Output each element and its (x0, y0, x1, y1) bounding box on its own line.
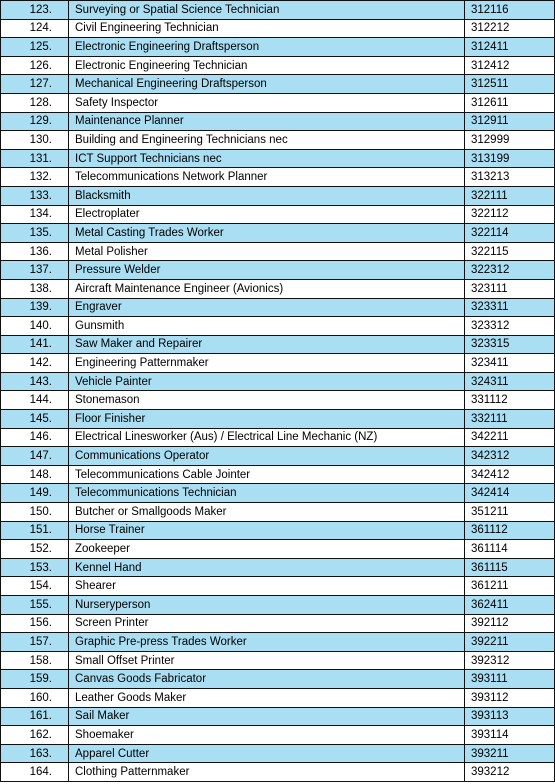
occupation-code: 392312 (465, 651, 555, 670)
occupation-name: Kennel Hand (69, 558, 465, 577)
row-number: 143. (1, 372, 69, 391)
occupation-name: Maintenance Planner (69, 112, 465, 131)
occupation-code: 312411 (465, 38, 555, 57)
table-row (1, 131, 555, 150)
row-number: 148. (1, 465, 69, 484)
row-number: 157. (1, 633, 69, 652)
table-row (1, 93, 555, 112)
occupation-code: 322312 (465, 261, 555, 280)
row-number: 154. (1, 577, 69, 596)
row-number: 141. (1, 335, 69, 354)
table-row (1, 186, 555, 205)
occupation-code: 361115 (465, 558, 555, 577)
table-row (1, 242, 555, 261)
row-number: 161. (1, 707, 69, 726)
table-row (1, 261, 555, 280)
occupation-code: 323311 (465, 298, 555, 317)
occupation-name: Clothing Patternmaker (69, 763, 465, 782)
table-row (1, 56, 555, 75)
occupation-name: Screen Printer (69, 614, 465, 633)
table-row (1, 540, 555, 559)
table-row (1, 503, 555, 522)
table-row (1, 75, 555, 94)
occupation-code: 342412 (465, 465, 555, 484)
table-row (1, 149, 555, 168)
row-number: 149. (1, 484, 69, 503)
row-number: 125. (1, 38, 69, 57)
table-row (1, 19, 555, 38)
row-number: 136. (1, 242, 69, 261)
table-row (1, 614, 555, 633)
table-row (1, 521, 555, 540)
table-row (1, 633, 555, 652)
occupation-name: Small Offset Printer (69, 651, 465, 670)
table-row (1, 372, 555, 391)
table-row (1, 651, 555, 670)
occupation-code: 342414 (465, 484, 555, 503)
occupation-name: ICT Support Technicians nec (69, 149, 465, 168)
row-number: 144. (1, 391, 69, 410)
occupation-name: Telecommunications Cable Jointer (69, 465, 465, 484)
table-row (1, 205, 555, 224)
table-row (1, 484, 555, 503)
occupation-code: 323312 (465, 317, 555, 336)
occupation-name: Saw Maker and Repairer (69, 335, 465, 354)
occupation-code: 312412 (465, 56, 555, 75)
row-number: 146. (1, 428, 69, 447)
occupation-name: Zookeeper (69, 540, 465, 559)
row-number: 129. (1, 112, 69, 131)
occupation-code: 322111 (465, 186, 555, 205)
occupation-name: Telecommunications Network Planner (69, 168, 465, 187)
occupation-code: 393211 (465, 744, 555, 763)
table-row (1, 465, 555, 484)
row-number: 142. (1, 354, 69, 373)
occupation-name: Telecommunications Technician (69, 484, 465, 503)
occupation-code: 393112 (465, 688, 555, 707)
occupation-code: 351211 (465, 503, 555, 522)
occupation-name: Blacksmith (69, 186, 465, 205)
row-number: 150. (1, 503, 69, 522)
table-row (1, 317, 555, 336)
row-number: 137. (1, 261, 69, 280)
row-number: 139. (1, 298, 69, 317)
table-row (1, 596, 555, 615)
occupation-code: 332111 (465, 410, 555, 429)
occupation-name: Gunsmith (69, 317, 465, 336)
occupation-code: 392112 (465, 614, 555, 633)
occupation-code: 313213 (465, 168, 555, 187)
occupation-name: Pressure Welder (69, 261, 465, 280)
occupation-code: 312116 (465, 1, 555, 20)
occupation-name: Engineering Patternmaker (69, 354, 465, 373)
occupation-code: 342211 (465, 428, 555, 447)
row-number: 147. (1, 447, 69, 466)
row-number: 127. (1, 75, 69, 94)
table-row (1, 112, 555, 131)
occupation-code: 361114 (465, 540, 555, 559)
occupation-code: 323315 (465, 335, 555, 354)
occupation-name: Electrical Linesworker (Aus) / Electrical Line Mechanic (NZ) (69, 428, 465, 447)
row-number: 140. (1, 317, 69, 336)
row-number: 138. (1, 279, 69, 298)
occupation-name: Shoemaker (69, 726, 465, 745)
row-number: 162. (1, 726, 69, 745)
table-row (1, 279, 555, 298)
occupation-name: Horse Trainer (69, 521, 465, 540)
occupation-code: 322115 (465, 242, 555, 261)
occupation-name: Sail Maker (69, 707, 465, 726)
occupation-name: Aircraft Maintenance Engineer (Avionics) (69, 279, 465, 298)
occupation-name: Electronic Engineering Draftsperson (69, 38, 465, 57)
row-number: 131. (1, 149, 69, 168)
table-row (1, 38, 555, 57)
row-number: 134. (1, 205, 69, 224)
table-row (1, 428, 555, 447)
occupation-code: 312999 (465, 131, 555, 150)
occupation-code: 313199 (465, 149, 555, 168)
occupation-code: 322112 (465, 205, 555, 224)
occupation-code: 312611 (465, 93, 555, 112)
occupation-name: Building and Engineering Technicians nec (69, 131, 465, 150)
table-row (1, 707, 555, 726)
table-row (1, 558, 555, 577)
row-number: 133. (1, 186, 69, 205)
occupation-code: 312511 (465, 75, 555, 94)
occupation-code: 312911 (465, 112, 555, 131)
occupation-code: 324311 (465, 372, 555, 391)
table-row (1, 410, 555, 429)
row-number: 164. (1, 763, 69, 782)
row-number: 159. (1, 670, 69, 689)
table-row (1, 335, 555, 354)
row-number: 160. (1, 688, 69, 707)
occupation-code: 361211 (465, 577, 555, 596)
table-row (1, 726, 555, 745)
occupation-code: 323411 (465, 354, 555, 373)
occupation-name: Communications Operator (69, 447, 465, 466)
occupation-name: Canvas Goods Fabricator (69, 670, 465, 689)
occupation-name: Surveying or Spatial Science Technician (69, 1, 465, 20)
occupation-table-body (1, 1, 555, 782)
table-row (1, 354, 555, 373)
row-number: 163. (1, 744, 69, 763)
row-number: 156. (1, 614, 69, 633)
table-row (1, 298, 555, 317)
occupation-code: 312212 (465, 19, 555, 38)
row-number: 155. (1, 596, 69, 615)
occupation-name: Safety Inspector (69, 93, 465, 112)
occupation-name: Apparel Cutter (69, 744, 465, 763)
table-row (1, 1, 555, 20)
occupation-name: Stonemason (69, 391, 465, 410)
row-number: 135. (1, 224, 69, 243)
occupation-name: Mechanical Engineering Draftsperson (69, 75, 465, 94)
occupation-name: Shearer (69, 577, 465, 596)
occupation-name: Nurseryperson (69, 596, 465, 615)
table-row (1, 688, 555, 707)
row-number: 151. (1, 521, 69, 540)
table-row (1, 744, 555, 763)
occupation-name: Floor Finisher (69, 410, 465, 429)
row-number: 153. (1, 558, 69, 577)
occupation-name: Civil Engineering Technician (69, 19, 465, 38)
row-number: 124. (1, 19, 69, 38)
table-row (1, 391, 555, 410)
occupation-name: Engraver (69, 298, 465, 317)
table-row (1, 168, 555, 187)
occupation-name: Graphic Pre-press Trades Worker (69, 633, 465, 652)
row-number: 126. (1, 56, 69, 75)
occupation-code: 393111 (465, 670, 555, 689)
table-row (1, 447, 555, 466)
table-row (1, 763, 555, 782)
occupation-name: Electronic Engineering Technician (69, 56, 465, 75)
occupation-name: Metal Polisher (69, 242, 465, 261)
occupation-code: 392211 (465, 633, 555, 652)
occupation-code: 322114 (465, 224, 555, 243)
occupation-code: 361112 (465, 521, 555, 540)
row-number: 158. (1, 651, 69, 670)
occupation-code: 362411 (465, 596, 555, 615)
occupation-code: 393113 (465, 707, 555, 726)
row-number: 123. (1, 1, 69, 20)
row-number: 145. (1, 410, 69, 429)
table-row (1, 670, 555, 689)
table-row (1, 577, 555, 596)
occupation-name: Electroplater (69, 205, 465, 224)
row-number: 130. (1, 131, 69, 150)
occupation-name: Metal Casting Trades Worker (69, 224, 465, 243)
occupation-name: Leather Goods Maker (69, 688, 465, 707)
row-number: 132. (1, 168, 69, 187)
occupation-code: 393212 (465, 763, 555, 782)
occupation-name: Butcher or Smallgoods Maker (69, 503, 465, 522)
occupation-code: 342312 (465, 447, 555, 466)
table-row (1, 224, 555, 243)
occupation-code: 393114 (465, 726, 555, 745)
row-number: 152. (1, 540, 69, 559)
occupation-name: Vehicle Painter (69, 372, 465, 391)
row-number: 128. (1, 93, 69, 112)
occupation-code: 331112 (465, 391, 555, 410)
occupation-code: 323111 (465, 279, 555, 298)
